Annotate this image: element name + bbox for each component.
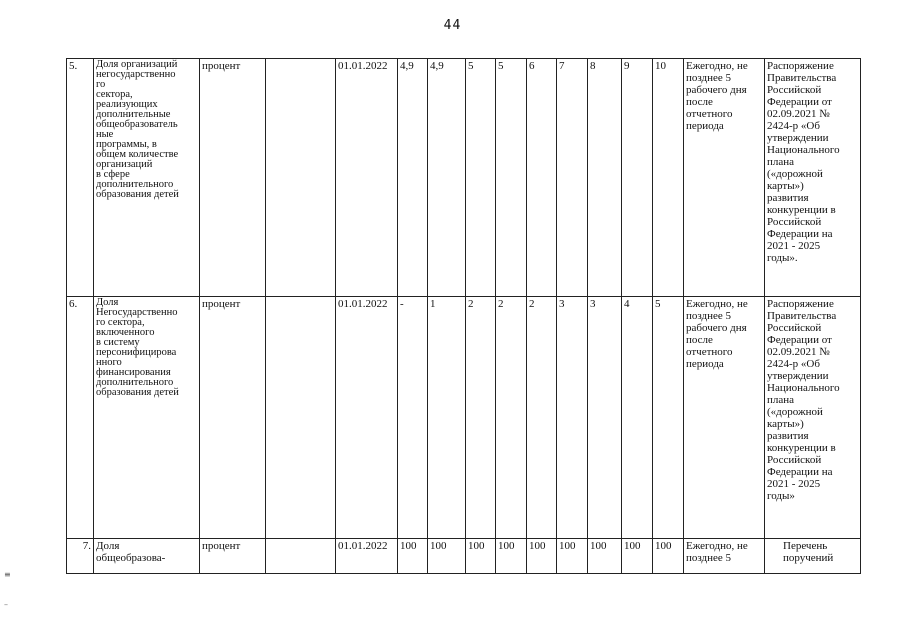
value-cell: 10 <box>653 59 684 297</box>
value-cell: 5 <box>496 59 527 297</box>
empty-cell <box>266 59 336 297</box>
value-cell: 2 <box>496 297 527 539</box>
source-document: Распоряжение Правительства Российской Федерации от 02.09.2021 № 2424-р «Об утверждении Национального плана («дорожной карты») развития конкуренции в Российской Федерации на 2021 - 2025 годы» <box>765 297 861 539</box>
value-cell: 5 <box>466 59 496 297</box>
source-document: Перечень поручений <box>765 539 861 574</box>
source-document: Распоряжение Правительства Российской Федерации от 02.09.2021 № 2424-р «Об утверждении Национального плана («дорожной карты») развития конкуренции в Российской Федерации на 2021 - 2025 годы». <box>765 59 861 297</box>
base-date: 01.01.2022 <box>336 59 398 297</box>
unit-cell: процент <box>200 59 266 297</box>
indicators-table <box>66 58 861 574</box>
indicator-name: Доля организаций негосударственно го сектора, реализующих дополнительные общеобразователь ные программы, в общем количестве организаций в сфере дополнительного образования детей <box>94 59 200 297</box>
value-cell: 100 <box>466 539 496 574</box>
table-row <box>67 297 861 539</box>
indicator-name: Доля Негосударственно го сектора, включенного в систему персонифицирова нного финансирования дополнительного образования детей <box>94 297 200 539</box>
row-number: 7. <box>67 539 94 574</box>
empty-cell <box>266 539 336 574</box>
value-cell: 3 <box>557 297 588 539</box>
base-date: 01.01.2022 <box>336 539 398 574</box>
margin-mark: – <box>4 600 8 609</box>
unit-cell: процент <box>200 539 266 574</box>
page-number: 44 <box>443 18 462 33</box>
value-cell: 100 <box>527 539 557 574</box>
empty-cell <box>266 297 336 539</box>
value-cell: 100 <box>398 539 428 574</box>
table-row <box>67 59 861 297</box>
margin-mark: ≡ <box>4 570 11 579</box>
deadline-cell: Ежегодно, не позднее 5 рабочего дня после отчетного периода <box>684 297 765 539</box>
value-cell: 4,9 <box>428 59 466 297</box>
value-cell: 100 <box>653 539 684 574</box>
value-cell: 4,9 <box>398 59 428 297</box>
indicator-name: Доля общеобразова- <box>94 539 200 574</box>
value-cell: 100 <box>557 539 588 574</box>
value-cell: 7 <box>557 59 588 297</box>
value-cell: 100 <box>622 539 653 574</box>
value-cell: 2 <box>527 297 557 539</box>
table-row <box>67 539 861 574</box>
value-cell: 100 <box>428 539 466 574</box>
deadline-cell: Ежегодно, не позднее 5 рабочего дня после отчетного периода <box>684 59 765 297</box>
value-cell: 100 <box>496 539 527 574</box>
value-cell: 5 <box>653 297 684 539</box>
value-cell: 8 <box>588 59 622 297</box>
value-cell: 100 <box>588 539 622 574</box>
row-number: 5. <box>67 59 94 297</box>
base-date: 01.01.2022 <box>336 297 398 539</box>
value-cell: 6 <box>527 59 557 297</box>
value-cell: 2 <box>466 297 496 539</box>
value-cell: 4 <box>622 297 653 539</box>
deadline-cell: Ежегодно, не позднее 5 <box>684 539 765 574</box>
row-number: 6. <box>67 297 94 539</box>
value-cell: - <box>398 297 428 539</box>
unit-cell: процент <box>200 297 266 539</box>
value-cell: 3 <box>588 297 622 539</box>
value-cell: 1 <box>428 297 466 539</box>
value-cell: 9 <box>622 59 653 297</box>
